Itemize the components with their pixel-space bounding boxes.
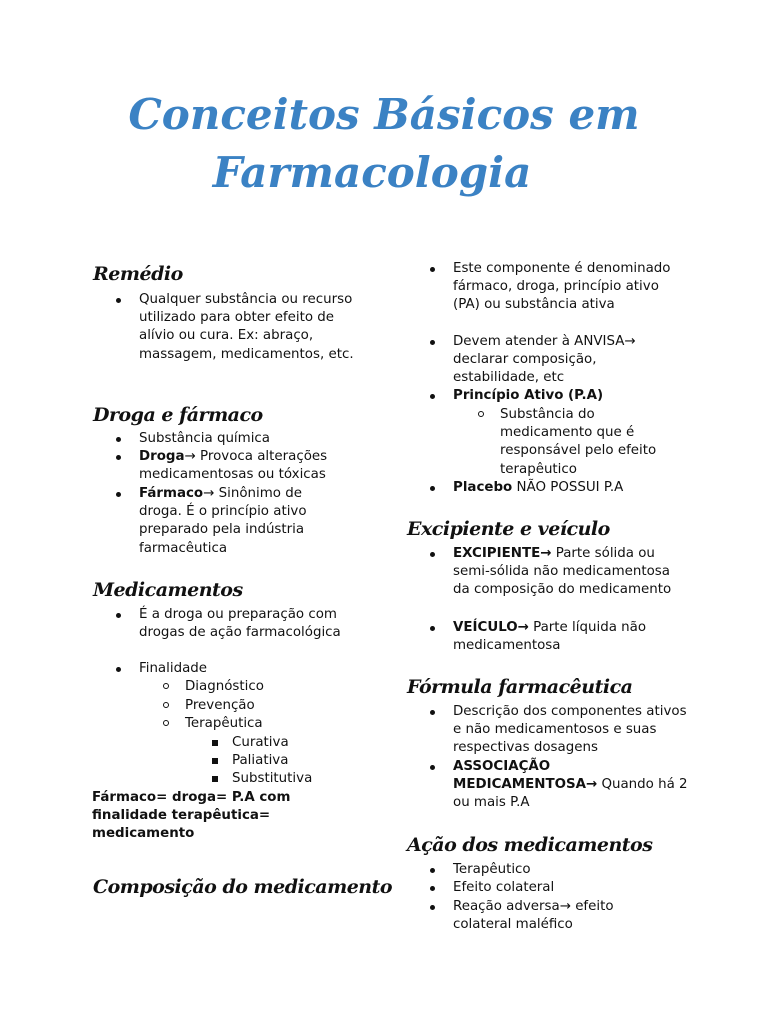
heading-excipiente: Excipiente e veículo [407,518,610,540]
farmaco-text: → Sinônimo de droga. É o princípio ativo preparado pela indústria farmacêutica [139,486,307,556]
placebo-label: Placebo [453,480,513,495]
subsub-item-paliativa: Paliativa [232,752,352,770]
excipiente-bullet [453,545,688,600]
heading-droga-farmaco: Droga e fármaco [93,404,263,426]
subsub-item-substitutiva: Substitutiva [232,770,352,788]
veiculo-label: VEÍCULO→ [453,620,529,635]
farmaco-label: Fármaco [139,486,204,501]
droga-bullet-2 [139,448,361,484]
subsub-item-curativa: Curativa [232,734,352,752]
veiculo-bullet [453,619,688,655]
heading-composicao: Composição do medicamento [93,876,393,898]
heading-medicamentos: Medicamentos [93,579,243,601]
sub-item-terapeutica: Terapêutica [185,715,335,733]
excipiente-text: Parte sólida ou semi-sólida não medicamentosa da composição do medicamento [453,546,672,598]
page-title-line1: Conceitos Básicos em [128,90,640,139]
droga-bullet-3 [139,485,339,558]
right-bullet-anvisa: Devem atender à ANVISA→ declarar composição, estabilidade, etc [453,333,668,388]
formula-bullet-2 [453,758,688,813]
sub-item-diagnostico: Diagnóstico [185,678,335,696]
placebo-text: NÃO POSSUI P.A [512,480,624,495]
heading-formula: Fórmula farmacêutica [407,676,633,698]
droga-bullet-1: Substância química [139,430,369,448]
acao-item-efeito-colateral: Efeito colateral [453,879,688,897]
acao-item-reacao-adversa: Reação adversa→ efeito colateral maléfico [453,898,653,934]
veiculo-text: Parte líquida não medicamentosa [453,620,647,654]
heading-acao: Ação dos medicamentos [407,834,653,856]
formula-bullet-1: Descrição dos componentes ativos e não medicamentosos e suas respectivas dosagens [453,703,688,758]
principio-ativo-sub: Substância do medicamento que é responsável pelo efeito terapêutico [500,406,685,479]
heading-remedio: Remédio [93,263,183,285]
right-bullet-componente: Este componente é denominado fármaco, droga, princípio ativo (PA) ou substância ativa [453,260,688,315]
medicamentos-bullet-1: É a droga ou preparação com drogas de ação farmacológica [139,606,349,642]
sub-item-prevencao: Prevenção [185,697,335,715]
droga-label: Droga [139,449,185,464]
page-title-line2: Farmacologia [212,148,532,197]
associacao-text: Quando há 2 ou mais P.A [453,777,688,811]
droga-text: → Provoca alterações medicamentosas ou tóxicas [139,449,328,483]
associacao-label: ASSOCIAÇÃO MEDICAMENTOSA→ [453,759,598,793]
principio-ativo-label: Princípio Ativo (P.A) [453,388,604,403]
right-bullet-principio-ativo [453,387,668,405]
right-bullet-placebo [453,479,668,497]
acao-item-terapeutico: Terapêutico [453,861,688,879]
medicamentos-note: Fármaco= droga= P.A com finalidade terapêutica= medicamento [92,790,291,842]
excipiente-label: EXCIPIENTE→ [453,546,552,561]
medicamentos-bullet-finalidade: Finalidade [139,660,339,678]
remedio-bullet: Qualquer substância ou recurso utilizado para obter efeito de alívio ou cura. Ex: abraço, massagem, medicamentos, etc. [139,291,361,364]
